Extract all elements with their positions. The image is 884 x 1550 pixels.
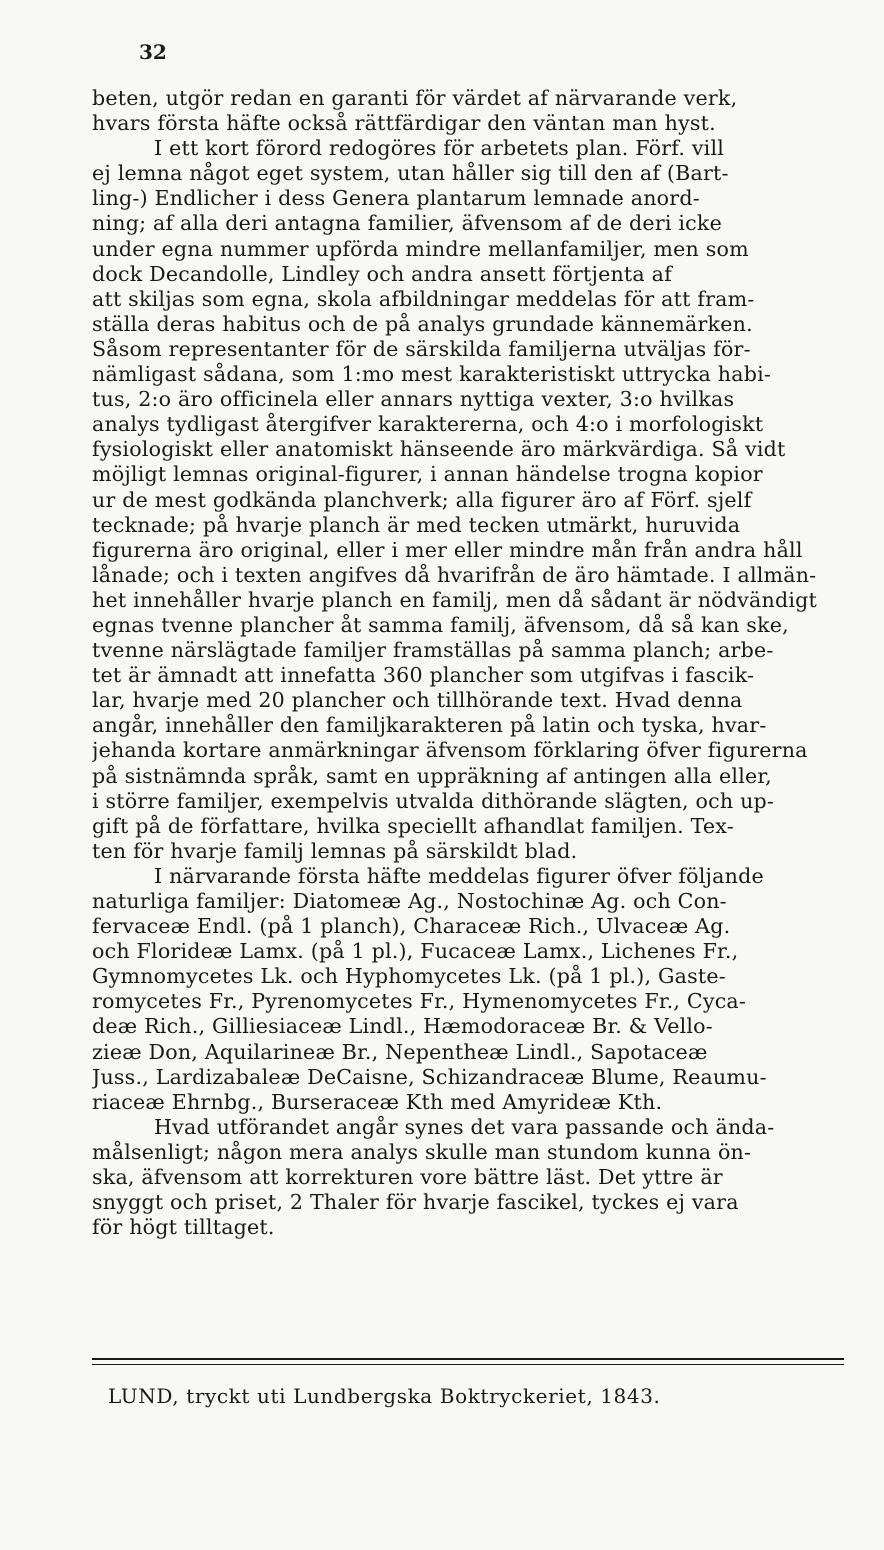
text-line: ur de mest godkända planchverk; alla figurer äro af Förf. sjelf: [92, 487, 752, 512]
text-line: ska, äfvensom att korrekturen vore bättre läst. Det yttre är: [92, 1165, 723, 1190]
text-line: Såsom representanter för de särskilda familjerna utväljas för-: [92, 336, 751, 361]
text-line: Hvad utförandet angår synes det vara passande och ända-: [154, 1114, 775, 1139]
text-line: på sistnämnda språk, samt en uppräkning af antingen alla eller,: [92, 763, 772, 788]
text-line: riaceæ Ehrnbg., Burseraceæ Kth med Amyrideæ Kth.: [92, 1089, 663, 1114]
text-line: hvars första häfte också rättfärdigar den väntan man hyst.: [92, 111, 716, 136]
text-line: att skiljas som egna, skola afbildningar meddelas för att fram-: [92, 286, 755, 311]
text-line: dock Decandolle, Lindley och andra ansett förtjenta af: [92, 261, 672, 286]
text-line: naturliga familjer: Diatomeæ Ag., Nostochinæ Ag. och Con-: [92, 889, 727, 913]
body-text: [92, 86, 844, 1240]
text-line: I ett kort förord redogöres för arbetets plan. Förf. vill: [154, 136, 725, 161]
text-line: ling-) Endlicher i dess Genera plantarum lemnade anord-: [92, 186, 700, 211]
text-line: möjligt lemnas original-figurer, i annan händelse trogna kopior: [92, 462, 763, 487]
text-line: tvenne närslägtade familjer framställas på samma planch; arbe-: [92, 638, 774, 663]
text-line: ställa deras habitus och de på analys grundade kännemärken.: [92, 311, 753, 336]
text-line: för högt tilltaget.: [92, 1215, 275, 1240]
text-line: zieæ Don, Aquilarineæ Br., Nepentheæ Lindl., Sapotaceæ: [92, 1039, 708, 1064]
text-line: tecknade; på hvarje planch är med tecken utmärkt, huruvida: [92, 512, 741, 537]
text-line: egnas tvenne plancher åt samma familj, äfvensom, då så kan ske,: [92, 612, 789, 637]
text-line: ej lemna något eget system, utan håller sig till den af (Bart-: [92, 161, 729, 186]
text-line: fysiologiskt eller anatomiskt hänseende äro märkvärdiga. Så vidt: [92, 437, 786, 462]
section-divider: [92, 1358, 844, 1365]
text-line: jehanda kortare anmärkningar äfvensom förklaring öfver figurerna: [92, 738, 808, 763]
text-line: snyggt och priset, 2 Thaler för hvarje fascikel, tyckes ej vara: [92, 1190, 739, 1215]
text-line: beten, utgör redan en garanti för värdet af närvarande verk,: [92, 86, 738, 110]
text-line: I närvarande första häfte meddelas figurer öfver följande: [154, 863, 764, 888]
text-line: och Florideæ Lamx. (på 1 pl.), Fucaceæ Lamx., Lichenes Fr.,: [92, 939, 739, 964]
text-line: lar, hvarje med 20 plancher och tillhörande text. Hvad denna: [92, 688, 743, 713]
text-line: deæ Rich., Gilliesiaceæ Lindl., Hæmodoraceæ Br. & Vello-: [92, 1014, 713, 1039]
text-line: tus, 2:o äro officinela eller annars nyttiga vexter, 3:o hvilkas: [92, 387, 735, 412]
text-line: under egna nummer upförda mindre mellanfamiljer, men som: [92, 236, 749, 261]
text-line: fervaceæ Endl. (på 1 planch), Characeæ Rich., Ulvaceæ Ag.: [92, 914, 731, 939]
text-line: angår, innehåller den familjkarakteren på latin och tyska, hvar-: [92, 713, 767, 738]
text-line: nämligast sådana, som 1:mo mest karakteristiskt uttrycka habi-: [92, 362, 772, 387]
text-line: i större familjer, exempelvis utvalda dithörande slägten, och up-: [92, 788, 775, 813]
text-line: lånade; och i texten angifves då hvarifrån de äro hämtade. I allmän-: [92, 562, 817, 587]
text-line: Juss., Lardizabaleæ DeCaisne, Schizandraceæ Blume, Reaumu-: [92, 1064, 767, 1089]
text-line: romycetes Fr., Pyrenomycetes Fr., Hymenomycetes Fr., Cyca-: [92, 989, 747, 1014]
text-line: tet är ämnadt att innefatta 360 plancher som utgifvas i fascik-: [92, 663, 755, 688]
text-line: målsenligt; någon mera analys skulle man stundom kunna ön-: [92, 1139, 752, 1164]
text-line: analys tydligast återgifver karaktererna, och 4:o i morfologiskt: [92, 412, 764, 437]
text-line: gift på de författare, hvilka speciellt afhandlat familjen. Tex-: [92, 813, 734, 838]
text-line: ning; af alla deri antagna familier, äfvensom af de deri icke: [92, 211, 722, 236]
text-line: Gymnomycetes Lk. och Hyphomycetes Lk. (på 1 pl.), Gaste-: [92, 964, 726, 989]
text-line: figurerna äro original, eller i mer eller mindre mån från andra håll: [92, 537, 803, 562]
text-line: het innehåller hvarje planch en familj, men då sådant är nödvändigt: [92, 587, 817, 612]
text-line: ten för hvarje familj lemnas på särskildt blad.: [92, 838, 578, 863]
page-number: 32: [139, 40, 167, 64]
printer-imprint: LUND, tryckt uti Lundbergska Boktryckeriet, 1843.: [108, 1384, 661, 1408]
